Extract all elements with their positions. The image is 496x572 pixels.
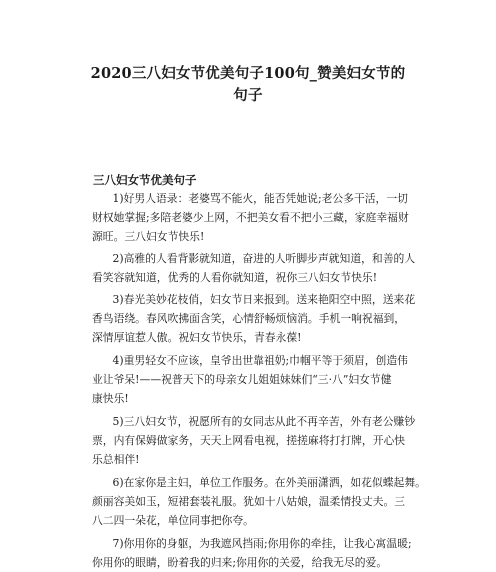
paragraph-3-line-3: 深情厚谊惹人傲。祝妇女节快乐，青春永葆! xyxy=(92,331,302,345)
paragraph-6 xyxy=(92,473,432,531)
paragraph-4 xyxy=(92,351,432,409)
paragraph-6-line-2: 颜丽容美如玉，短裙套装礼服。犹如十八姑娘，温柔情投丈夫。三 xyxy=(92,495,406,509)
section-heading: 三八妇女节优美句子 xyxy=(93,173,197,187)
paragraph-3 xyxy=(92,290,432,348)
document-title xyxy=(60,63,436,107)
paragraph-4-line-3: 康快乐! xyxy=(92,392,129,406)
paragraph-1-line-1: 1)好男人语录：老婆骂不能火，能否凭她说;老公多干活，一切 xyxy=(112,192,408,205)
paragraph-7-line-1: 7)你用你的身躯，为我遮风挡雨;你用你的牵挂，让我心寓温暖; xyxy=(112,537,412,550)
paragraph-2-line-2: 看笑容就知道，优秀的人看你就知道，祝你三八妇女节快乐! xyxy=(92,271,378,285)
document-title-line-2: 句子 xyxy=(233,87,263,104)
paragraph-1-line-3: 源旺。三八妇女节快乐! xyxy=(92,230,205,244)
paragraph-3-line-1: 3)春光美妙花枝俏，妇女节日来报到。送来艳阳空中照，送来花 xyxy=(112,293,416,306)
paragraph-7 xyxy=(92,534,432,572)
paragraph-2 xyxy=(92,249,432,287)
paragraph-7-line-2: 你用你的眼睛，盼着我的归来;你用你的关爱，给我无尽的爱。 xyxy=(92,556,388,570)
paragraph-6-line-1: 6)在家你是主妇，单位工作服务。在外美丽潇洒，如花似蝶起舞。 xyxy=(112,476,426,489)
paragraph-5-line-2: 票，内有保姆做家务，天天上网看电视，搓搓麻将打打牌，开心快 xyxy=(92,434,406,448)
paragraph-2-line-1: 2)高雅的人看背影就知道，奋进的人听脚步声就知道，和善的人 xyxy=(112,252,416,265)
paragraph-4-line-1: 4)重男轻女不应该，皇爷出世靠祖奶;巾帼平等于须眉，创造伟 xyxy=(112,354,408,367)
paragraph-1 xyxy=(92,189,432,247)
paragraph-6-line-3: 八二四一朵花，单位同事把你夸。 xyxy=(92,514,254,528)
paragraph-5-line-1: 5)三八妇女节，祝愿所有的女同志从此不再辛苦，外有老公赚钞 xyxy=(112,415,416,428)
paragraph-1-line-2: 财权她掌握;多陪老婆少上网，不把美女看不把小三藏，家庭幸福财 xyxy=(92,211,409,225)
paragraph-3-line-2: 香鸟语绕。春风吹拂面含笑，心情舒畅烦恼消。手机一响祝福到， xyxy=(92,312,406,326)
paragraph-4-line-2: 业让爷呆!——祝普天下的母亲女儿姐姐妹妹们“三·八”妇女节健 xyxy=(92,373,392,387)
paragraph-5 xyxy=(92,412,432,470)
document-title-line-1: 2020三八妇女节优美句子100句_赞美妇女节的 xyxy=(90,65,406,82)
paragraph-5-line-3: 乐总相伴! xyxy=(92,453,140,467)
